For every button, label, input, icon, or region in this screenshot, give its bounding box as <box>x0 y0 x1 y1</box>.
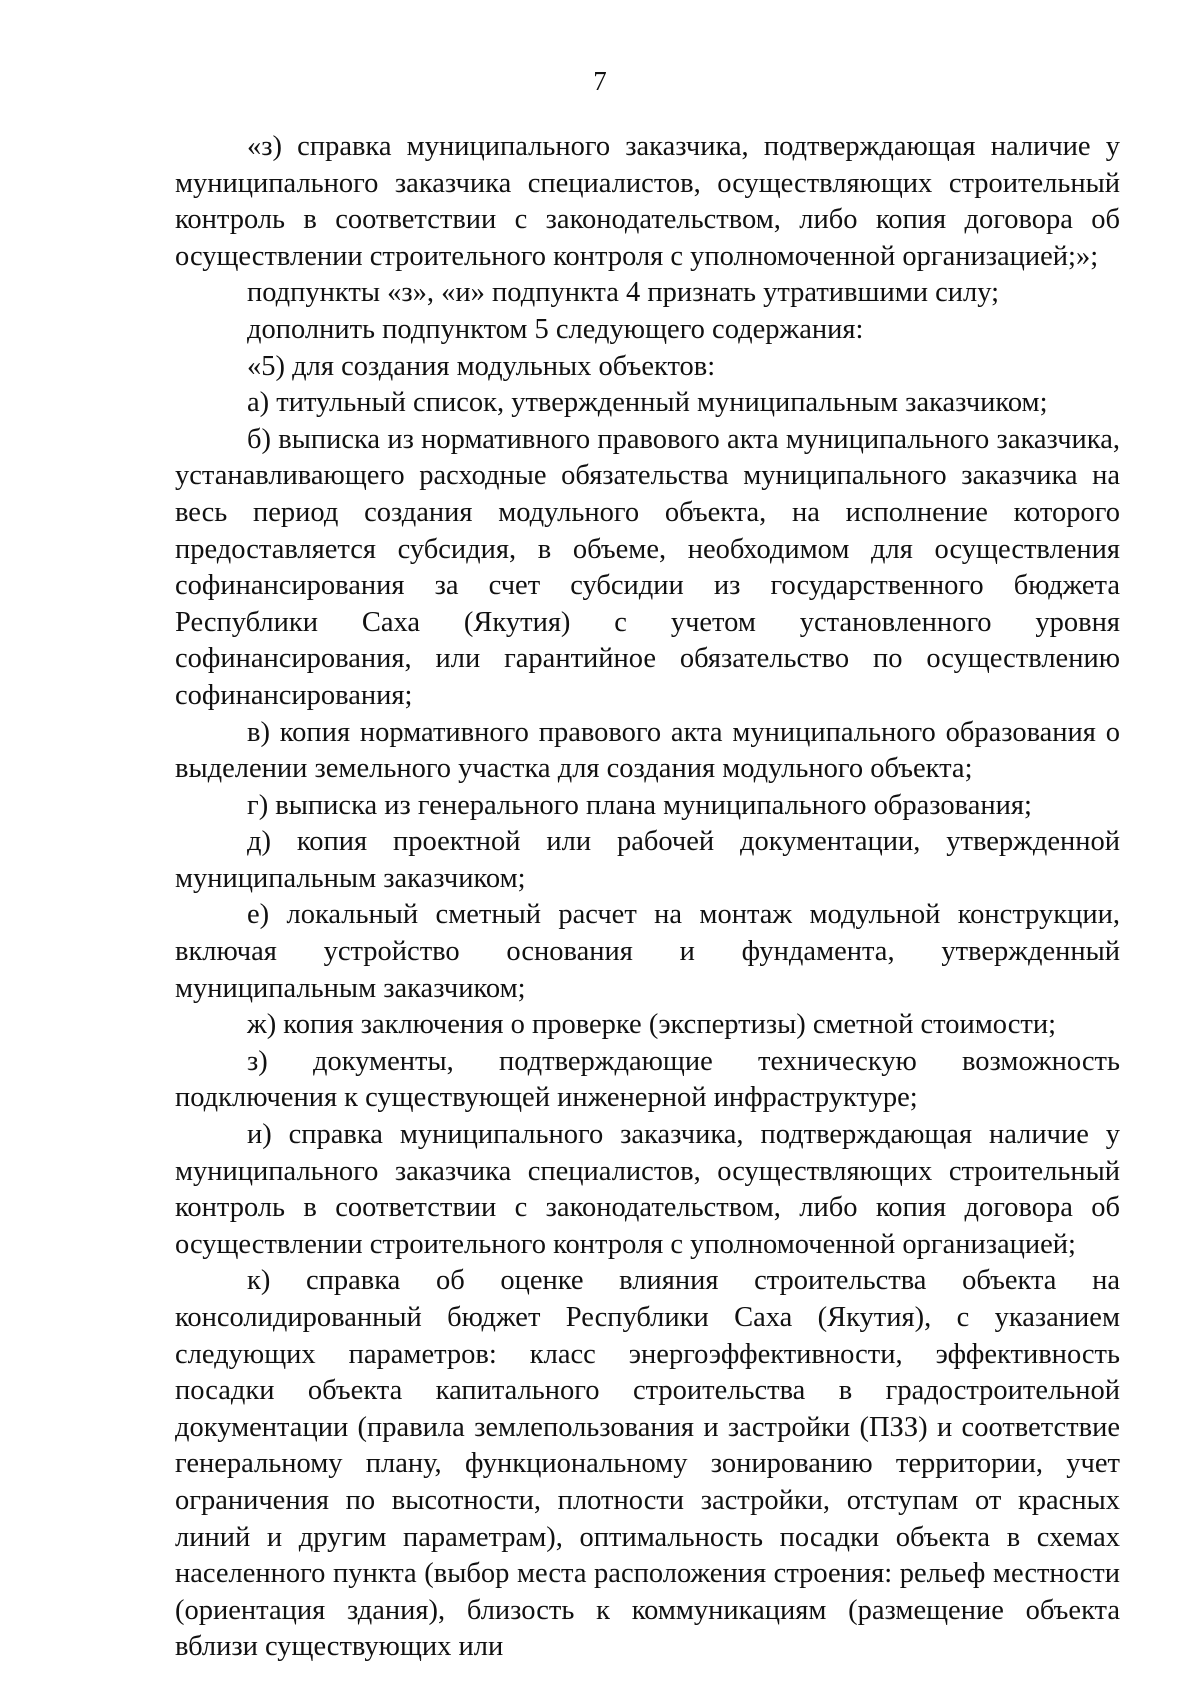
paragraph-item-v: в) копия нормативного правового акта муниципального образования о выделении земельного участка для создания модульного объекта; <box>175 716 1120 785</box>
paragraph-item-k: к) справка об оценке влияния строительства объекта на консолидированный бюджет Республики Саха (Якутия), с указанием следующих параметров: класс энергоэффективности, эффективность посадки объекта капитального строительства в градостроительной документации (правила землепользования и застройки (ПЗЗ) и соответствие генеральному плану, функциональному зонированию территории, учет ограничения по высотности, плотности застройки, отступам от красных линий и другим параметрам), оптимальность посадки объекта в схемах населенного пункта (выбор места расположения строения: рельеф местности (ориентация здания), близость к коммуникациям (размещение объекта вблизи существующих или <box>175 1265 1120 1663</box>
paragraph-item-i: и) справка муниципального заказчика, подтверждающая наличие у муниципального заказчика специалистов, осуществляющих строительный контроль в соответствии с законодательством, либо копия договора об осуществлении строительного контроля с уполномоченной организацией; <box>175 1119 1120 1260</box>
paragraph-item-b: б) выписка из нормативного правового акта муниципального заказчика, устанавливающего расходные обязательства муниципального заказчика на весь период создания модульного объекта, на исполнение которого предоставляется субсидия, в объеме, необходимом для осуществления софинансирования за счет субсидии из государственного бюджета Республики Саха (Якутия) с учетом установленного уровня софинансирования, или гарантийное обязательство по осуществлению софинансирования; <box>175 423 1120 711</box>
paragraph-item-e: е) локальный сметный расчет на монтаж модульной конструкции, включая устройство основания и фундамента, утвержденный муниципальным заказчиком; <box>175 899 1120 1004</box>
paragraph-item-z: з) документы, подтверждающие техническую возможность подключения к существующей инженерной инфраструктуре; <box>175 1045 1120 1114</box>
paragraph-item-g: г) выписка из генерального плана муниципального образования; <box>247 789 1032 821</box>
paragraph-modular-objects-heading: «5) для создания модульных объектов: <box>247 350 716 382</box>
paragraph-invalidate-subitems: подпункты «з», «и» подпункта 4 признать утратившими силу; <box>247 277 1000 309</box>
paragraph-z-certificate-quoted: «з) справка муниципального заказчика, подтверждающая наличие у муниципального заказчика специалистов, осуществляющих строительный контроль в соответствии с законодательством, либо копия договора об осуществлении строительного контроля с уполномоченной организацией;»; <box>175 131 1120 272</box>
paragraph-item-d: д) копия проектной или рабочей документации, утвержденной муниципальным заказчиком; <box>175 826 1120 894</box>
page-number: 7 <box>593 66 607 96</box>
paragraph-item-a: а) титульный список, утвержденный муниципальным заказчиком; <box>247 387 1048 419</box>
paragraph-add-subitem-5: дополнить подпунктом 5 следующего содержания: <box>247 313 864 345</box>
document-body <box>175 129 1120 1666</box>
paragraph-item-zh: ж) копия заключения о проверке (экспертизы) сметной стоимости; <box>247 1009 1057 1041</box>
